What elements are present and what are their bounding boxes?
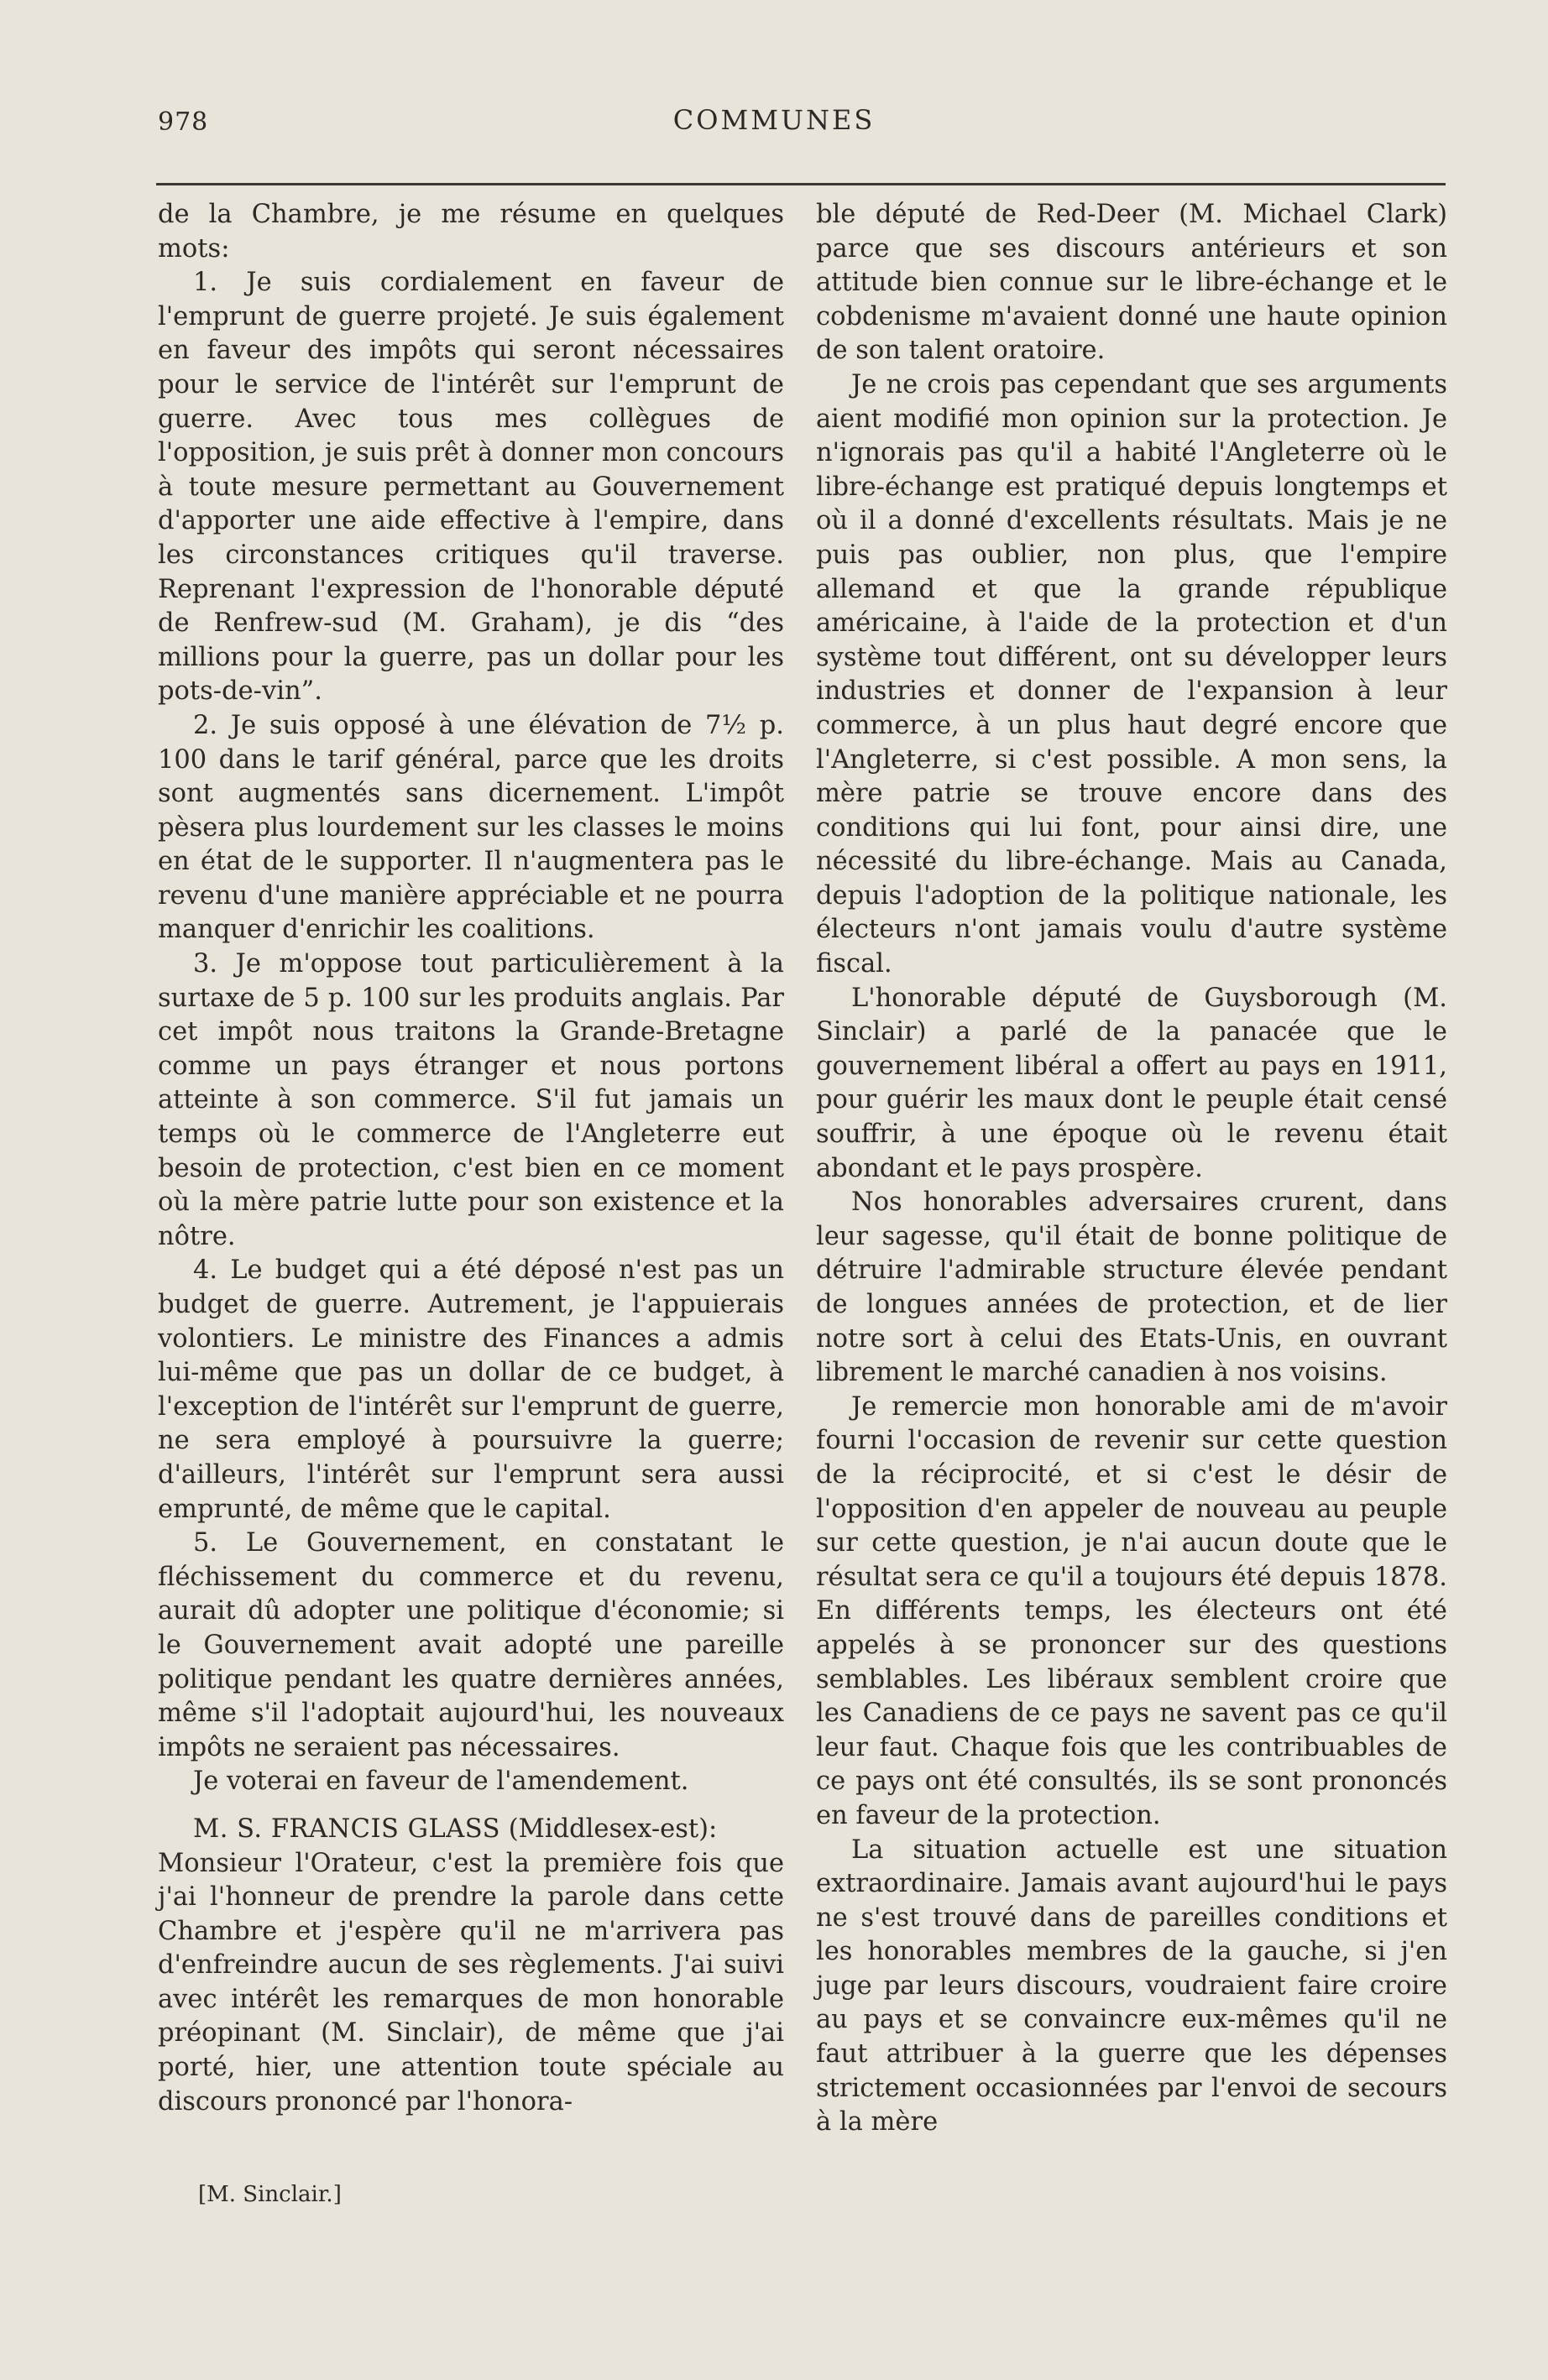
paragraph: La situation actuelle est une situation extraordinaire. Jamais avant aujourd'hui le pays ne s'est trouvé dans de pareilles conditions et les honorables membres de la gauche, si j'en juge par leurs discours, voudraient faire croire au pays et se convaincre eux-mêmes qu'il ne faut attribuer à la guerre que les dépenses strictement occasionnées par l'envoi de secours à la mère — [816, 1835, 1447, 2137]
paragraph: 1. Je suis cordialement en faveur de l'emprunt de guerre projeté. Je suis également en faveur des impôts qui seront nécessaires pour le service de l'intérêt sur l'emprunt de guerre. Avec tous mes collègues de l'opposition, je suis prêt à donner mon concours à toute mesure permettant au Gouvernement d'apporter une aide effective à l'empire, dans les circonstances critiques qu'il traverse. Reprenant l'expression de l'honorable député de Renfrew-sud (M. Graham), je dis “des millions pour la guerre, pas un dollar pour les pots-de-vin”. — [158, 268, 784, 707]
header-rule — [156, 183, 1446, 185]
paragraph: 2. Je suis opposé à une élévation de 7½ p. 100 dans le tarif général, parce que les droits sont augmentés sans dicernement. L'impôt pèsera plus lourdement sur les classes le moins en état de le supporter. Il n'augmentera pas le revenu d'une manière appréciable et ne pourra manquer d'enrichir les coalitions. — [158, 710, 784, 945]
paragraph: 4. Le budget qui a été déposé n'est pas un budget de guerre. Autrement, je l'appuierais volontiers. Le ministre des Finances a admis lui-même que pas un dollar de ce budget, à l'exception de l'intérêt sur l'emprunt de guerre, ne sera employé à poursuivre la guerre; d'ailleurs, l'intérêt sur l'emprunt sera aussi emprunté, de même que le capital. — [158, 1255, 784, 1524]
paragraph: ble député de Red-Deer (M. Michael Clark) parce que ses discours antérieurs et son attitude bien connue sur le libre-échange et le cobdenisme m'avaient donné une haute opinion de son talent oratoire. — [816, 200, 1447, 366]
running-title: COMMUNES — [672, 104, 876, 136]
footer-note: [M. Sinclair.] — [198, 2182, 342, 2207]
paragraph: Je ne crois pas cependant que ses arguments aient modifié mon opinion sur la protection. Je n'ignorais pas qu'il a habité l'Angleterre où le libre-échange est pratiqué depuis longtemps et où il a donné d'excellents résultats. Mais je ne puis pas oublier, non plus, que l'empire allemand et que la grande république américaine, à l'aide de la protection et d'un système tout différent, ont su développer leurs industries et donner de l'expansion à leur commerce, à un plus haut degré encore que l'Angleterre, si c'est possible. A mon sens, la mère patrie se trouve encore dans des conditions qui lui font, pour ainsi dire, une nécessité du libre-échange. Mais au Canada, depuis l'adoption de la politique nationale, les électeurs n'ont jamais voulu d'autre système fiscal. — [816, 369, 1447, 979]
paragraph: L'honorable député de Guysborough (M. Sinclair) a parlé de la panacée que le gouvernement libéral a offert au pays en 1911, pour guérir les maux dont le peuple était censé souffrir, à une époque où le revenu était abondant et le pays prospère. — [816, 983, 1447, 1183]
speaker-riding: (Middlesex-est): — [508, 1814, 718, 1844]
paragraph: Nos honorables adversaires crurent, dans leur sagesse, qu'il était de bonne politique de détruire l'admirable structure élevée pendant de longues années de protection, et de lier notre sort à celui des Etats-Unis, en ouvrant librement le marché canadien à nos voisins. — [816, 1187, 1447, 1388]
paragraph: Monsieur l'Orateur, c'est la première fois que j'ai l'honneur de prendre la parole dans cette Chambre et j'espère qu'il ne m'arrivera pas d'enfreindre aucun de ses règlements. J'ai suivi avec intérêt les remarques de mon honorable préopinant (M. Sinclair), de même que j'ai porté, hier, une attention toute spéciale au discours prononcé par l'honora- — [158, 1848, 784, 2116]
paragraph: de la Chambre, je me résume en quelques mots: — [158, 200, 784, 264]
paragraph: Je voterai en faveur de l'amendement. — [193, 1767, 689, 1797]
paragraph: Je remercie mon honorable ami de m'avoir fourni l'occasion de revenir sur cette question de la réciprocité, et si c'est le désir de l'opposition d'en appeler de nouveau au peuple sur cette question, je n'ai aucun doute que le résultat sera ce qu'il a toujours été depuis 1878. En différents temps, les électeurs ont été appelés à se prononcer sur des questions semblables. Les libéraux semblent croire que les Canadiens de ce pays ne savent pas ce qu'il leur faut. Chaque fois que les contribuables de ce pays ont été consultés, ils se sont prononcés en faveur de la protection. — [816, 1391, 1447, 1830]
right-column — [816, 198, 1447, 2140]
speaker-name: M. S. FRANCIS GLASS — [193, 1814, 501, 1844]
page-number: 978 — [158, 107, 209, 137]
left-column — [158, 198, 784, 2119]
paragraph: 3. Je m'oppose tout particulièrement à la surtaxe de 5 p. 100 sur les produits anglais. Par cet impôt nous traitons la Grande-Bretagne comme un pays étranger et nous portons atteinte à son commerce. S'il fut jamais un temps où le commerce de l'Angleterre eut besoin de protection, c'est bien en ce moment où la mère patrie lutte pour son existence et la nôtre. — [158, 949, 784, 1251]
paragraph: 5. Le Gouvernement, en constatant le fléchissement du commerce et du revenu, aurait dû adopter une politique d'économie; si le Gouvernement avait adopté une pareille politique pendant les quatre dernières années, même s'il l'adoptait aujourd'hui, les nouveaux impôts ne seraient pas nécessaires. — [158, 1528, 784, 1762]
speaker-intro — [158, 1813, 784, 1847]
